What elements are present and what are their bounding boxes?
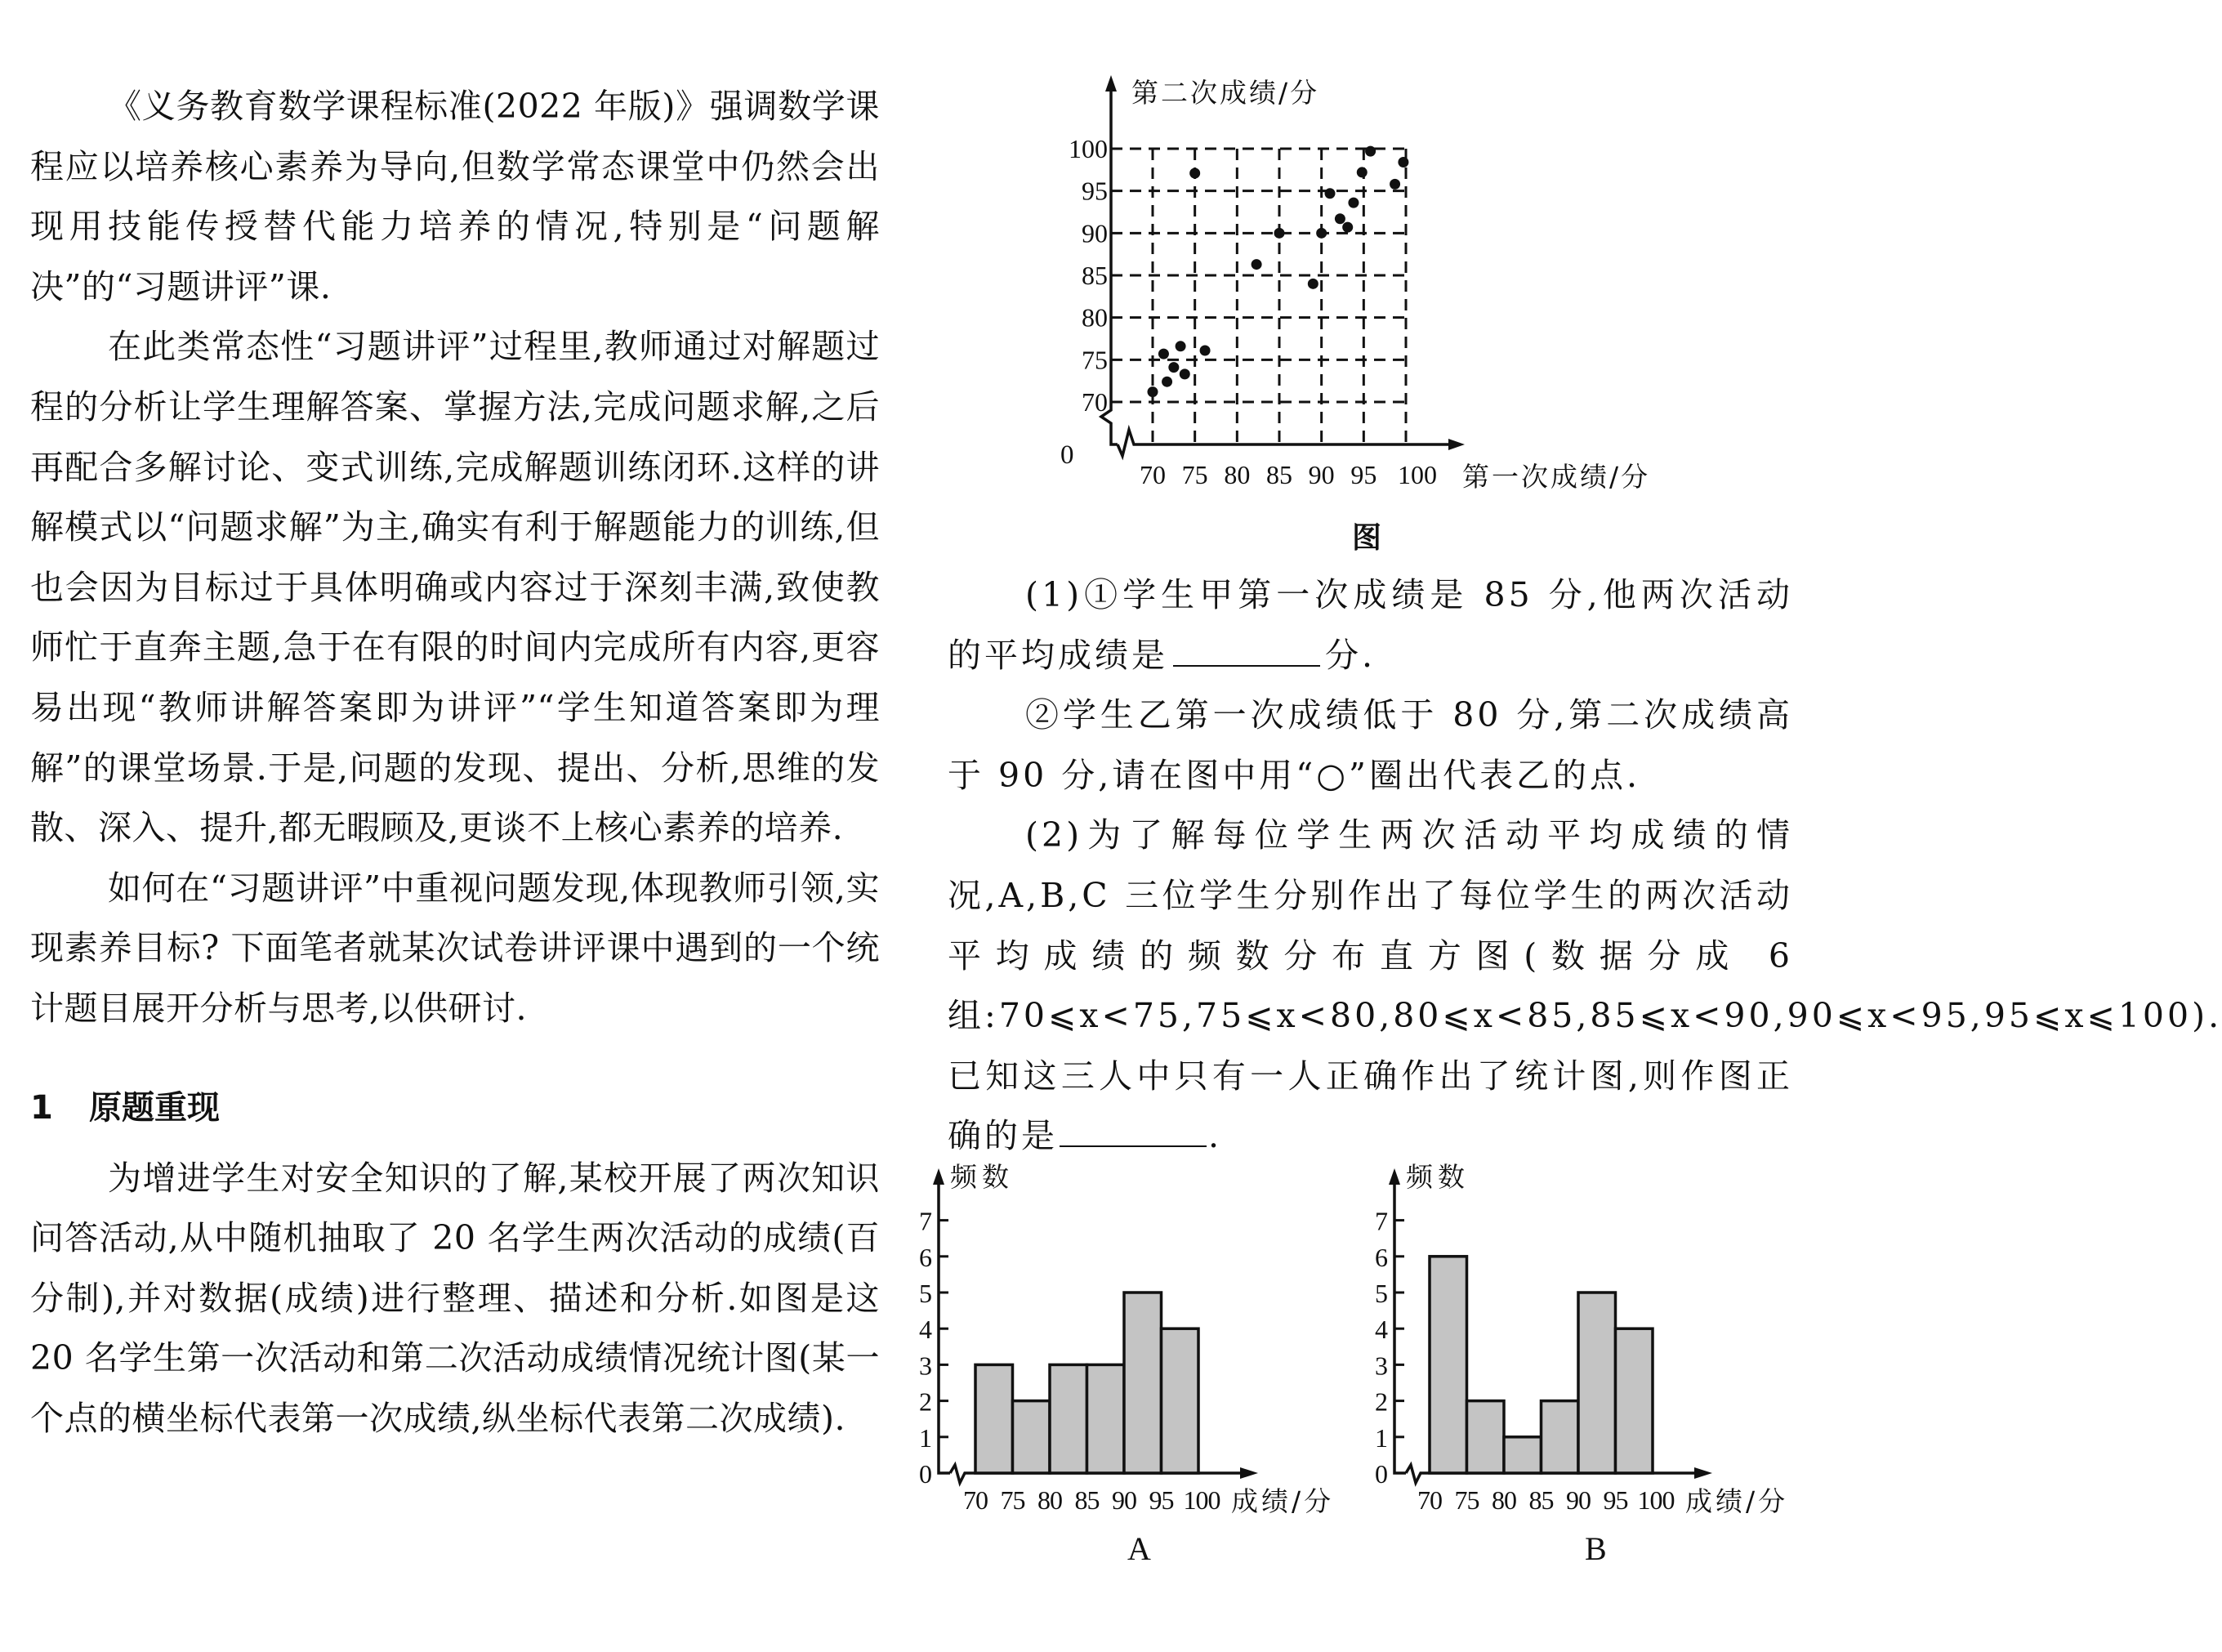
y-tick-label: 6 — [1375, 1242, 1388, 1272]
question-1-part-1-text: (1)①学生甲第一次成绩是 85 分,他两次活动的平均成绩是 — [948, 575, 1793, 675]
right-column — [948, 565, 2222, 1167]
data-point — [1335, 213, 1345, 224]
data-point — [1180, 368, 1190, 379]
x-tick-label: 85 — [1074, 1485, 1100, 1515]
y-tick-label: 70 — [1082, 387, 1108, 417]
x-tick-label: 70 — [1417, 1485, 1442, 1515]
x-tick-label: 90 — [1566, 1485, 1591, 1515]
histogram-bar — [1013, 1401, 1051, 1473]
y-tick-label: 7 — [1375, 1206, 1388, 1236]
histogram-bar — [1087, 1364, 1125, 1473]
x-tick-label: 75 — [1000, 1485, 1025, 1515]
intro-paragraph-3: 如何在“习题讲评”中重视问题发现,体现教师引领,实现素养目标? 下面笔者就某次试卷讲评课中遇到的一个统计题目展开分析与思考,以供研讨. — [30, 868, 880, 1028]
scatter-grid — [1111, 149, 1406, 444]
x-axis-line — [1118, 430, 1451, 456]
y-tick-label: 0 — [919, 1459, 932, 1489]
data-point — [1158, 349, 1169, 359]
histogram-bar — [1430, 1257, 1467, 1473]
answer-blank-1[interactable] — [1173, 636, 1320, 667]
y-tick-label: 80 — [1082, 302, 1108, 333]
histogram-y-axis-label: 频数 — [1406, 1161, 1470, 1193]
y-tick-label: 95 — [1082, 176, 1108, 206]
question-2-text: (2)为了解每位学生两次活动平均成绩的情况,A,B,C 三位学生分别作出了每位学生的两次活动平均成绩的频数分布直方图(数据分成 6 组:70⩽x<75,75⩽x<80,80⩽x<85,85⩽x<90,90⩽x<95,95⩽x⩽100).已知这三人中只有一人正确作出了统计图,则作图正确的是 — [948, 815, 2222, 1156]
data-point — [1148, 386, 1158, 397]
y-tick-label: 1 — [1375, 1422, 1388, 1453]
x-tick-label: 95 — [1149, 1485, 1174, 1515]
y-axis-arrow-icon — [933, 1168, 944, 1185]
x-tick-label: 75 — [1454, 1485, 1479, 1515]
scatter-origin-label: 0 — [1060, 440, 1074, 470]
y-tick-label: 3 — [1375, 1351, 1388, 1381]
x-tick-label: 70 — [1140, 460, 1166, 489]
data-point — [1274, 228, 1285, 239]
x-tick-label: 90 — [1112, 1485, 1136, 1515]
x-tick-label: 75 — [1181, 460, 1208, 489]
histogram-b — [1363, 1152, 1853, 1517]
section-number: 1 — [30, 1088, 53, 1127]
histogram-bar — [1124, 1293, 1162, 1473]
histogram-bar — [975, 1364, 1013, 1473]
x-tick-label: 80 — [1037, 1485, 1062, 1515]
x-tick-label: 100 — [1183, 1485, 1220, 1515]
data-point — [1176, 341, 1186, 351]
histogram-bar — [1504, 1437, 1542, 1473]
data-point — [1308, 279, 1318, 289]
question-2 — [948, 806, 2222, 1167]
scatter-axes — [1101, 75, 1465, 456]
y-tick-label: 75 — [1082, 345, 1108, 375]
y-tick-label: 0 — [1375, 1459, 1388, 1489]
x-tick-label: 100 — [1637, 1485, 1675, 1515]
histogram-bar — [1616, 1328, 1653, 1473]
question-1-part-2: ②学生乙第一次成绩低于 80 分,第二次成绩高于 90 分,请在图中用“○”圈出代表乙的点. — [948, 695, 1793, 795]
histogram-bar — [1542, 1401, 1579, 1473]
x-tick-label: 95 — [1603, 1485, 1628, 1515]
y-axis-arrow-icon — [1389, 1168, 1400, 1185]
data-point — [1390, 179, 1400, 190]
section-heading — [30, 1082, 880, 1134]
x-tick-label: 95 — [1350, 460, 1377, 489]
y-axis-arrow-icon — [1105, 75, 1117, 92]
y-tick-label: 3 — [919, 1351, 932, 1381]
histogram-x-axis-label: 成绩/分 — [1231, 1485, 1335, 1517]
y-tick-label: 100 — [1069, 134, 1108, 163]
histogram-a-caption: A — [1127, 1530, 1151, 1567]
histogram-bar — [1162, 1328, 1199, 1473]
y-tick-label: 4 — [919, 1315, 932, 1345]
question-1-part-1-suffix: 分. — [1325, 635, 1376, 675]
data-point — [1189, 167, 1200, 178]
y-tick-label: 6 — [919, 1242, 932, 1272]
y-tick-label: 1 — [919, 1422, 932, 1453]
histogram-y-axis-label: 频数 — [950, 1161, 1014, 1193]
y-tick-label: 7 — [919, 1206, 932, 1236]
data-point — [1252, 259, 1262, 270]
data-point — [1398, 157, 1408, 167]
y-tick-label: 2 — [919, 1386, 932, 1417]
answer-blank-2[interactable] — [1060, 1116, 1207, 1147]
section-title: 原题重现 — [89, 1088, 220, 1127]
histogram-x-axis-label: 成绩/分 — [1685, 1485, 1789, 1517]
intro-paragraph-2: 在此类常态性“习题讲评”过程里,教师通过对解题过程的分析让学生理解答案、掌握方法,完成问题求解,之后再配合多解讨论、变式训练,完成解题训练闭环.这样的讲解模式以“问题求解”为主,确实有利于解题能力的训练,但也会因为目标过于具体明确或内容过于深刻丰满,致使教师忙于直奔主题,急于在有限的时间内完成所有内容,更容易出现“教师讲解答案即为讲评”“学生知道答案即为理解”的课堂场景.于是,问题的发现、提出、分析,思维的发散、深入、提升,都无暇顾及,更谈不上核心素养的培养. — [30, 327, 880, 848]
scatter-tick-labels — [1069, 134, 1437, 489]
question-2-suffix: . — [1208, 1116, 1223, 1156]
x-tick-label: 90 — [1308, 460, 1335, 489]
x-tick-label: 85 — [1528, 1485, 1554, 1515]
data-point — [1357, 167, 1368, 177]
data-point — [1200, 345, 1211, 355]
data-point — [1316, 228, 1327, 239]
scatter-plot — [1046, 57, 1666, 515]
x-tick-label: 85 — [1266, 460, 1292, 489]
y-tick-label: 85 — [1082, 261, 1108, 290]
histogram-b-caption: B — [1585, 1530, 1607, 1567]
x-axis-arrow-icon — [1240, 1467, 1258, 1479]
data-point — [1348, 198, 1359, 208]
data-point — [1162, 377, 1172, 387]
scatter-y-axis-label: 第二次成绩/分 — [1131, 77, 1320, 109]
y-tick-label: 90 — [1082, 218, 1108, 248]
y-tick-label: 2 — [1375, 1386, 1388, 1417]
data-point — [1325, 188, 1336, 199]
histogram-bar — [1467, 1401, 1505, 1473]
x-axis-arrow-icon — [1448, 439, 1465, 450]
y-tick-label: 5 — [1375, 1279, 1388, 1308]
histogram-a — [907, 1152, 1364, 1517]
question-1-part-1 — [948, 565, 1793, 685]
intro-paragraph-1: 《义务教育数学课程标准(2022 年版)》强调数学课程应以培养核心素养为导向,但数学常态课堂中仍然会出现用技能传授替代能力培养的情况,特别是“问题解决”的“习题讲评”课. — [30, 87, 880, 306]
y-tick-label: 5 — [919, 1279, 932, 1308]
x-tick-label: 80 — [1492, 1485, 1516, 1515]
scatter-x-axis-label: 第一次成绩/分 — [1462, 461, 1651, 493]
histogram-bar — [1578, 1293, 1616, 1473]
data-point — [1365, 146, 1376, 157]
data-point — [1168, 362, 1179, 373]
figure-caption: 图 — [1352, 521, 1382, 555]
x-tick-label: 100 — [1398, 460, 1437, 489]
x-axis-arrow-icon — [1694, 1467, 1712, 1479]
data-point — [1342, 222, 1353, 233]
x-tick-label: 70 — [963, 1485, 988, 1515]
histogram-bar — [1050, 1364, 1087, 1473]
x-tick-label: 80 — [1224, 460, 1251, 489]
left-column — [30, 77, 880, 1449]
problem-intro-paragraph: 为增进学生对安全知识的了解,某校开展了两次知识问答活动,从中随机抽取了 20 名学生两次活动的成绩(百分制),并对数据(成绩)进行整理、描述和分析.如图是这 20 名学生第一次活动和第二次活动成绩情况统计图(某一个点的横坐标代表第一次成绩,纵坐标代表第二次成绩). — [30, 1158, 880, 1438]
y-tick-label: 4 — [1375, 1315, 1388, 1345]
